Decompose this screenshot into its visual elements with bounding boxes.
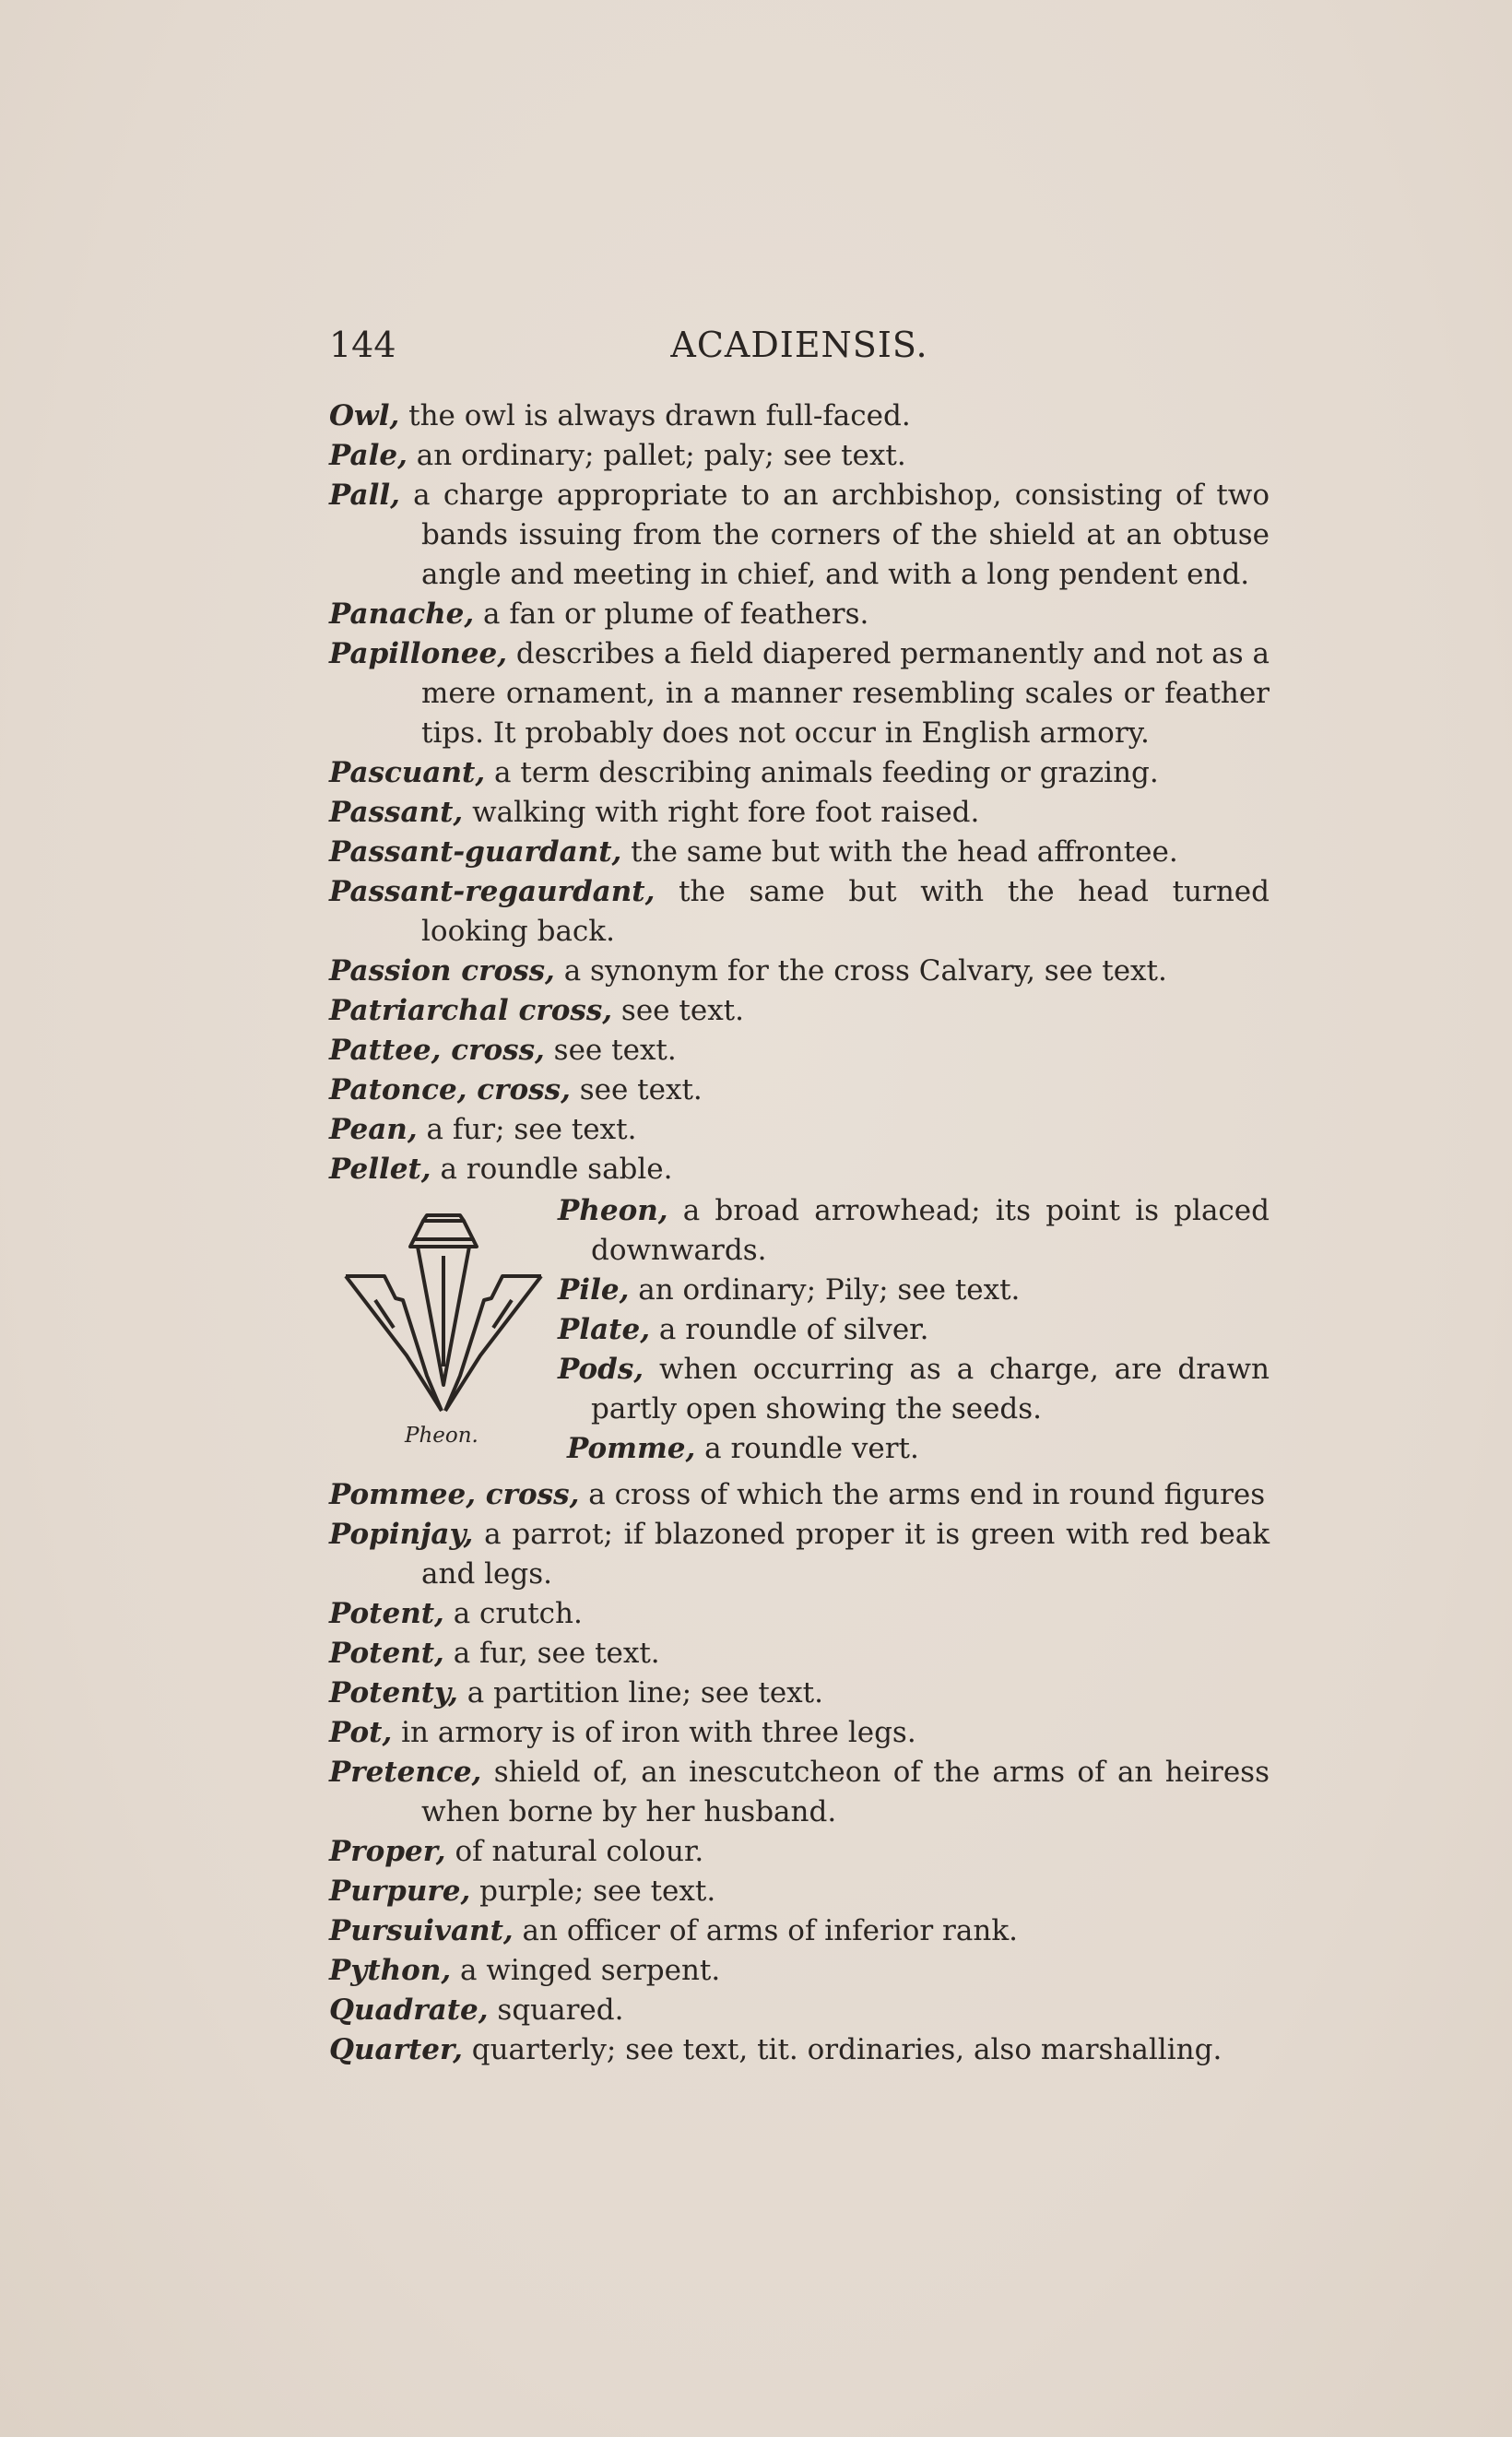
entry-definition: a roundle of silver.	[650, 1313, 929, 1346]
glossary-entry	[329, 753, 1270, 793]
entry-term: Pot,	[329, 1716, 393, 1749]
glossary-entry	[329, 1031, 1270, 1071]
figure-caption: Pheon.	[405, 1424, 478, 1448]
entry-definition: squared.	[488, 1993, 624, 2027]
entry-term: Proper,	[329, 1835, 446, 1868]
entry-definition: an ordinary; pallet; paly; see text.	[407, 439, 906, 472]
glossary-entry	[329, 2030, 1270, 2070]
entry-definition: a charge appropriate to an archbishop, consisting of two bands issuing from the corners of the shield at an obtuse angle and meeting in chief, and with a long pendent end.	[399, 479, 1270, 591]
entry-definition: see text.	[570, 1073, 703, 1106]
glossary-entry	[567, 1429, 1270, 1469]
entry-definition: an officer of arms of inferior rank.	[513, 1914, 1018, 1947]
entry-term: Pile,	[558, 1273, 630, 1307]
entry-definition: walking with right fore foot raised.	[463, 796, 980, 829]
running-title: ACADIENSIS.	[670, 325, 928, 365]
entry-definition: an ordinary; Pily; see text.	[629, 1273, 1021, 1307]
page-number: 144	[329, 325, 396, 365]
entry-definition: a roundle sable.	[431, 1153, 673, 1186]
entry-term: Passant,	[329, 796, 464, 829]
glossary-entry	[329, 1634, 1270, 1674]
glossary-entry	[329, 1515, 1270, 1594]
entry-term: Patonce, cross,	[329, 1073, 571, 1106]
entries-bottom	[329, 1475, 1270, 2070]
entry-definition: a cross of which the arms end in round figures	[579, 1478, 1266, 1511]
entry-definition: describes a field diapered permanently and not as a mere ornament, in a manner resembling scales or feather tips. It probably does not occur in English armory.	[421, 637, 1270, 750]
entry-term: Pean,	[329, 1113, 418, 1146]
entry-term: Panache,	[329, 597, 475, 631]
entry-definition: shield of, an inescutcheon of the arms of an heiress when borne by her husband.	[421, 1756, 1270, 1828]
glossary-entry	[329, 991, 1270, 1031]
entry-definition: in armory is of iron with three legs.	[392, 1716, 916, 1749]
entry-term: Potenty,	[329, 1676, 458, 1709]
entry-definition: the same but with the head affrontee.	[621, 835, 1178, 869]
entry-term: Plate,	[558, 1313, 651, 1346]
entry-definition: a crutch.	[443, 1597, 583, 1630]
entry-definition: when occurring as a charge, are drawn partly open showing the seeds.	[591, 1353, 1270, 1426]
entry-term: Passion cross,	[329, 954, 555, 988]
glossary-entry	[329, 1674, 1270, 1713]
entry-term: Pomme,	[567, 1432, 696, 1465]
glossary-entry	[329, 1475, 1270, 1515]
entry-term: Pale,	[329, 439, 408, 472]
entry-definition: quarterly; see text, tit. ordinaries, also marshalling.	[462, 2033, 1223, 2066]
entry-term: Pascuant,	[329, 756, 486, 789]
glossary-entry	[329, 1872, 1270, 1911]
entry-definition: a parrot; if blazoned proper it is green with red beak and legs.	[421, 1518, 1270, 1591]
glossary-entry	[558, 1271, 1270, 1310]
glossary-entry	[329, 1071, 1270, 1110]
entry-term: Pheon,	[558, 1194, 668, 1227]
entry-definition: a roundle vert.	[695, 1432, 919, 1465]
entry-definition: a synonym for the cross Calvary, see text.	[554, 954, 1167, 988]
entries-beside-figure	[558, 1191, 1270, 1469]
glossary-entries	[329, 396, 1270, 2070]
glossary-entry	[558, 1310, 1270, 1350]
entry-term: Pursuivant,	[329, 1914, 514, 1947]
entry-definition: a partition line; see text.	[457, 1676, 823, 1709]
glossary-entry	[329, 634, 1270, 753]
glossary-entry	[329, 1713, 1270, 1753]
entry-definition: the owl is always drawn full-faced.	[399, 399, 911, 432]
entry-term: Pretence,	[329, 1756, 482, 1789]
entries-top	[329, 396, 1270, 1189]
entry-term: Quarter,	[329, 2033, 463, 2066]
entry-term: Potent,	[329, 1597, 444, 1630]
entry-term: Pattee, cross,	[329, 1034, 545, 1067]
glossary-entry	[329, 595, 1270, 634]
glossary-entry	[329, 436, 1270, 476]
entry-definition: a term describing animals feeding or grazing.	[485, 756, 1159, 789]
entry-definition: see text.	[612, 994, 744, 1027]
entry-term: Passant-guardant,	[329, 835, 622, 869]
entry-definition: a winged serpent.	[451, 1954, 721, 1987]
entry-term: Purpure,	[329, 1875, 471, 1908]
entry-definition: purple; see text.	[470, 1875, 716, 1908]
entry-term: Python,	[329, 1954, 452, 1987]
entry-definition: a broad arrowhead; its point is placed downwards.	[591, 1194, 1270, 1267]
glossary-entry	[329, 1911, 1270, 1951]
entry-term: Patriarchal cross,	[329, 994, 613, 1027]
glossary-entry	[329, 793, 1270, 833]
entry-term: Pods,	[558, 1353, 644, 1386]
glossary-entry	[329, 952, 1270, 991]
entry-definition: a fan or plume of feathers.	[474, 597, 869, 631]
glossary-entry	[329, 1594, 1270, 1634]
entry-term: Owl,	[329, 399, 400, 432]
glossary-entry	[329, 1991, 1270, 2030]
glossary-entry	[558, 1191, 1270, 1271]
glossary-entry	[558, 1350, 1270, 1429]
entry-definition: a fur; see text.	[417, 1113, 637, 1146]
entry-term: Passant-regaurdant,	[329, 875, 656, 908]
glossary-entry	[329, 1832, 1270, 1872]
entry-term: Papillonee,	[329, 637, 508, 670]
entry-term: Potent,	[329, 1637, 444, 1670]
entry-definition: see text.	[544, 1034, 677, 1067]
glossary-entry	[329, 833, 1270, 872]
glossary-entry	[329, 1753, 1270, 1832]
glossary-entry	[329, 396, 1270, 436]
glossary-entry	[329, 872, 1270, 952]
page-header	[329, 325, 1270, 371]
entry-term: Popinjay,	[329, 1518, 474, 1551]
entry-term: Pommee, cross,	[329, 1478, 580, 1511]
pheon-figure-block	[329, 1191, 1270, 1468]
glossary-entry	[329, 476, 1270, 595]
glossary-entry	[329, 1951, 1270, 1991]
glossary-entry	[329, 1110, 1270, 1150]
entry-definition: the same but with the head turned looking back.	[421, 875, 1270, 948]
entry-definition: a fur, see text.	[443, 1637, 660, 1670]
pheon-illustration	[338, 1201, 550, 1422]
entry-term: Quadrate,	[329, 1993, 489, 2027]
entry-definition: of natural colour.	[445, 1835, 704, 1868]
glossary-entry	[329, 1150, 1270, 1189]
entry-term: Pall,	[329, 479, 400, 512]
entry-term: Pellet,	[329, 1153, 431, 1186]
